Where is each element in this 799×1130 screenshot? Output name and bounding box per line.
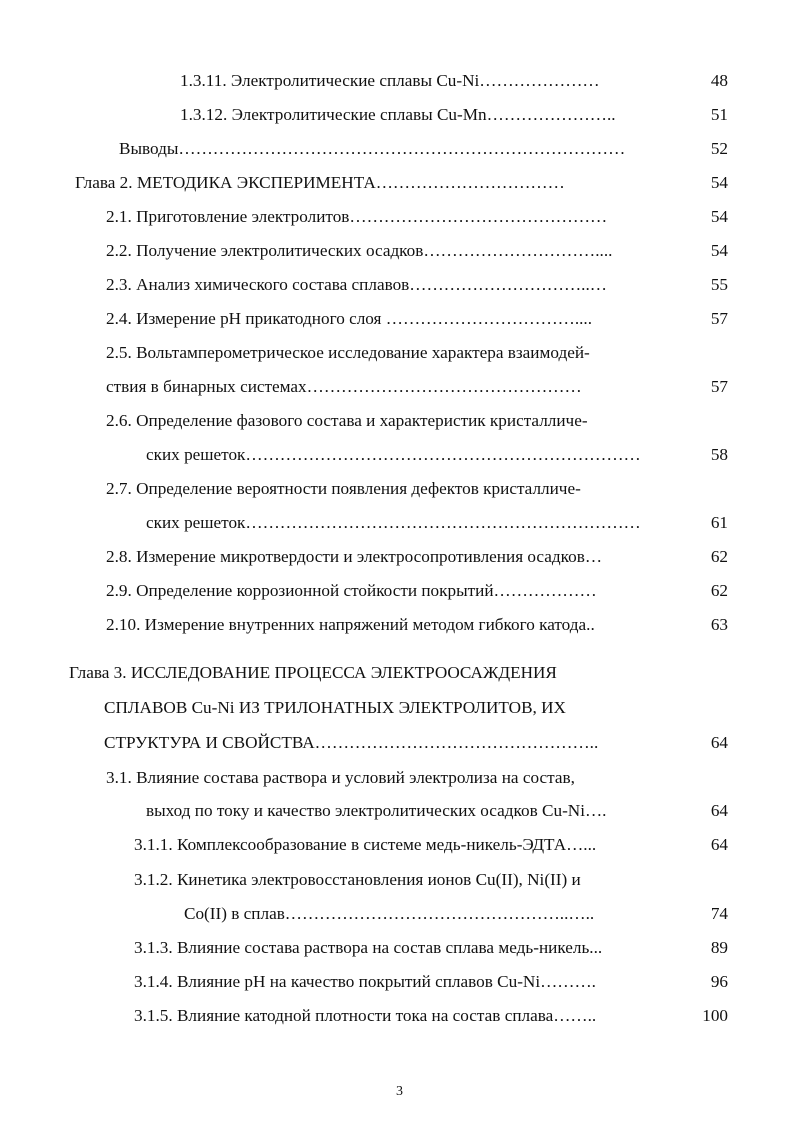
toc-page-2-3: 55 bbox=[710, 275, 728, 294]
toc-page-2-2: 54 bbox=[710, 241, 728, 260]
toc-entry-2-7-line2: ских решеток…………………………………………………………… bbox=[146, 513, 641, 532]
toc-page-3-1: 64 bbox=[710, 801, 728, 820]
toc-entry-1-3-12: 1.3.12. Электролитические сплавы Cu-Mn………………….. bbox=[180, 105, 616, 124]
toc-page-2-10: 63 bbox=[710, 615, 728, 634]
toc-page-3-1-1: 64 bbox=[710, 835, 728, 854]
toc-page-3-1-2: 74 bbox=[710, 904, 728, 923]
toc-page-chapter-3: 64 bbox=[710, 733, 728, 752]
toc-entry-3-1-line2: выход по току и качество электролитических осадков Cu-Ni…. bbox=[146, 801, 607, 820]
toc-entry-1-3-11: 1.3.11. Электролитические сплавы Cu-Ni………………… bbox=[180, 71, 600, 90]
toc-entry-3-1-1: 3.1.1. Комплексообразование в системе медь-никель-ЭДТА…... bbox=[134, 835, 597, 854]
toc-entry-chapter-3-line3: СТРУКТУРА И СВОЙСТВА………………………………………….. bbox=[104, 733, 599, 752]
toc-page-chapter-2: 54 bbox=[710, 173, 728, 192]
toc-page-3-1-3: 89 bbox=[710, 938, 728, 957]
toc-page-2-6: 58 bbox=[710, 445, 728, 464]
toc-page-3-1-4: 96 bbox=[710, 972, 728, 991]
toc-page-2-8: 62 bbox=[710, 547, 728, 566]
toc-entry-3-1-4: 3.1.4. Влияние pH на качество покрытий сплавов Cu-Ni………. bbox=[134, 972, 596, 991]
toc-page-2-5: 57 bbox=[710, 377, 728, 396]
toc-entry-2-3: 2.3. Анализ химического состава сплавов…………………………..… bbox=[106, 275, 607, 294]
toc-entry-3-1-5: 3.1.5. Влияние катодной плотности тока на состав сплава…….. bbox=[134, 1006, 597, 1025]
toc-entry-2-2: 2.2. Получение электролитических осадков………………………….... bbox=[106, 241, 613, 260]
toc-entry-3-1-2-line1: 3.1.2. Кинетика электровосстановления ионов Cu(II), Ni(II) и bbox=[134, 870, 581, 889]
toc-entry-2-7-line1: 2.7. Определение вероятности появления дефектов кристалличе- bbox=[106, 479, 581, 498]
toc-page-conclusions: 52 bbox=[710, 139, 728, 158]
toc-entry-2-6-line2: ских решеток…………………………………………………………… bbox=[146, 445, 641, 464]
toc-entry-chapter-3-line2: СПЛАВОВ Cu-Ni ИЗ ТРИЛОНАТНЫХ ЭЛЕКТРОЛИТОВ, ИХ bbox=[104, 698, 566, 717]
toc-page-2-7: 61 bbox=[710, 513, 728, 532]
toc-entry-3-1-2-line2: Co(II) в сплав…………………………………………..….. bbox=[184, 904, 595, 923]
toc-entry-conclusions: Выводы…………………………………………………………………… bbox=[119, 139, 626, 158]
toc-entry-2-1: 2.1. Приготовление электролитов……………………………………… bbox=[106, 207, 608, 226]
toc-entry-2-4: 2.4. Измерение pH прикатодного слоя …………………………….... bbox=[106, 309, 593, 328]
toc-entry-chapter-2: Глава 2. МЕТОДИКА ЭКСПЕРИМЕНТА…………………………… bbox=[75, 173, 565, 192]
toc-entry-2-10: 2.10. Измерение внутренних напряжений методом гибкого катода.. bbox=[106, 615, 595, 634]
toc-page-2-1: 54 bbox=[710, 207, 728, 226]
toc-entry-3-1-line1: 3.1. Влияние состава раствора и условий электролиза на состав, bbox=[106, 768, 575, 787]
toc-page-2-4: 57 bbox=[710, 309, 728, 328]
toc-entry-2-5-line1: 2.5. Вольтамперометрическое исследование характера взаимодей- bbox=[106, 343, 590, 362]
toc-entry-chapter-3-line1: Глава 3. ИССЛЕДОВАНИЕ ПРОЦЕССА ЭЛЕКТРООСАЖДЕНИЯ bbox=[69, 663, 557, 682]
toc-entry-2-6-line1: 2.6. Определение фазового состава и характеристик кристалличе- bbox=[106, 411, 588, 430]
toc-entry-3-1-3: 3.1.3. Влияние состава раствора на состав сплава медь-никель... bbox=[134, 938, 603, 957]
page-number: 3 bbox=[396, 1084, 403, 1099]
toc-page-1-3-11: 48 bbox=[710, 71, 728, 90]
toc-page-3-1-5: 100 bbox=[702, 1006, 728, 1025]
toc-entry-2-5-line2: ствия в бинарных системах………………………………………… bbox=[106, 377, 582, 396]
toc-page-2-9: 62 bbox=[710, 581, 728, 600]
toc-entry-2-8: 2.8. Измерение микротвердости и электросопротивления осадков… bbox=[106, 547, 603, 566]
toc-page-1-3-12: 51 bbox=[710, 105, 728, 124]
toc-entry-2-9: 2.9. Определение коррозионной стойкости покрытий……………… bbox=[106, 581, 597, 600]
